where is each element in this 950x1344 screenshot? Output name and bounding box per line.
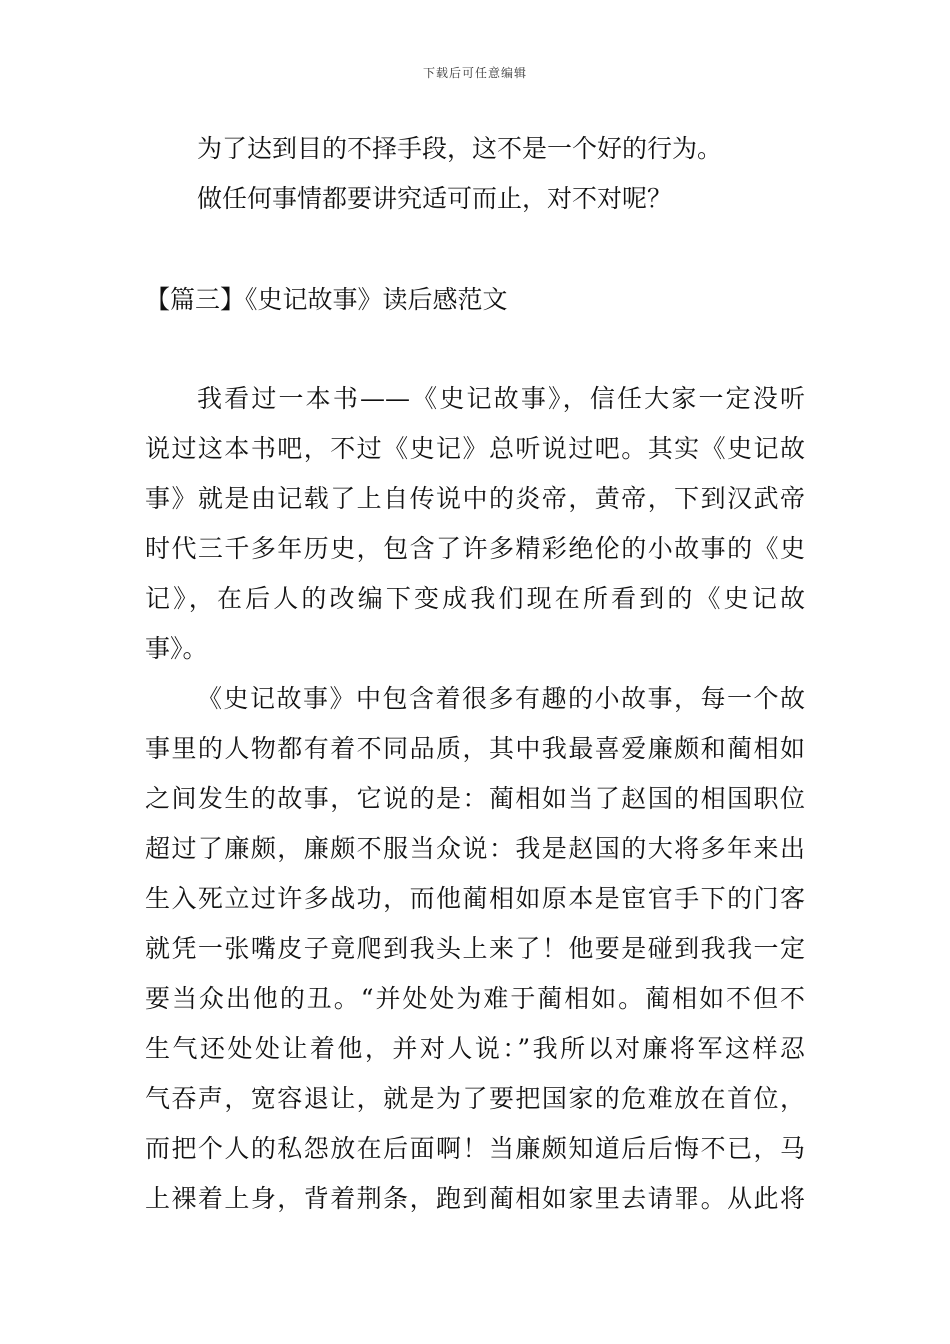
paragraph-line: 生气还处处让着他，并对人说：”我所以对廉将军这样忍 [145, 1034, 805, 1063]
paragraph-line: 而把个人的私怨放在后面啊！当廉颇知道后后悔不已，马 [145, 1134, 805, 1163]
paragraph-line: 生入死立过许多战功，而他蔺相如原本是宦官手下的门客 [145, 884, 805, 913]
paragraph-line: 超过了廉颇，廉颇不服当众说：我是赵国的大将多年来出 [145, 834, 805, 863]
section-title: 【篇三】《史记故事》读后感范文 [145, 285, 508, 314]
paragraph-line: 要当众出他的丑。“并处处为难于蔺相如。蔺相如不但不 [145, 984, 805, 1013]
paragraph-line: 事》就是由记载了上自传说中的炎帝，黄帝，下到汉武帝 [145, 484, 805, 513]
paragraph-line: 《史记故事》中包含着很多有趣的小故事，每一个故 [197, 684, 805, 713]
paragraph-line: 事》。 [145, 634, 208, 663]
paragraph-line: 上裸着上身，背着荆条，跑到蔺相如家里去请罪。从此将 [145, 1184, 805, 1213]
intro-line: 做任何事情都要讲究适可而止，对不对呢？ [197, 184, 673, 213]
paragraph-line: 时代三千多年历史，包含了许多精彩绝伦的小故事的《史 [145, 534, 805, 563]
paragraph-line: 就凭一张嘴皮子竟爬到我头上来了！他要是碰到我我一定 [145, 934, 805, 963]
paragraph-line: 气吞声，宽容退让，就是为了要把国家的危难放在首位， [145, 1084, 805, 1113]
paragraph-line: 我看过一本书——《史记故事》，信任大家一定没听 [197, 384, 805, 413]
intro-line: 为了达到目的不择手段，这不是一个好的行为。 [197, 134, 723, 163]
paragraph-line: 记》，在后人的改编下变成我们现在所看到的《史记故 [145, 584, 805, 613]
paragraph-line: 事里的人物都有着不同品质，其中我最喜爱廉颇和蔺相如 [145, 734, 805, 763]
paragraph-line: 说过这本书吧，不过《史记》总听说过吧。其实《史记故 [145, 434, 805, 463]
paragraph-line: 之间发生的故事，它说的是：蔺相如当了赵国的相国职位 [145, 784, 805, 813]
page-header: 下载后可任意编辑 [422, 66, 527, 80]
